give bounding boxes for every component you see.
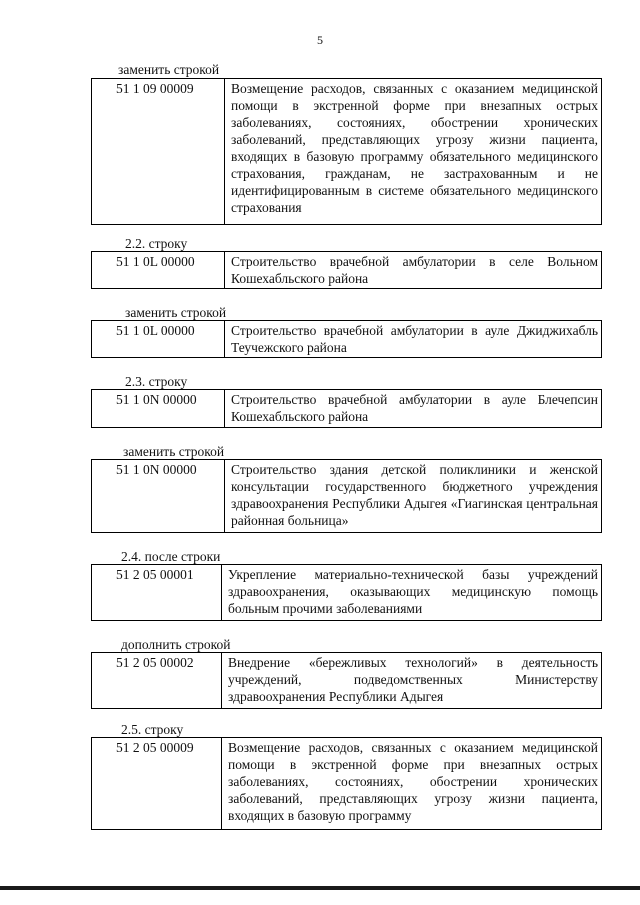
table-row — [91, 652, 602, 709]
budget-code: 51 1 09 00009 — [92, 79, 225, 224]
page-number: 5 — [317, 33, 323, 47]
table-row — [91, 251, 602, 289]
row-description: Строительство здания детской поликлиники и женской консультации государственного бюджетного учреждения здравоохранения Республики Адыгея «Гиагинская центральная районная больница» — [231, 462, 598, 528]
row-description: Возмещение расходов, связанных с оказанием медицинской помощи в экстренной форме при внезапных острых заболеваниях, состояниях, обострении хронических заболеваний, представляющих угрозу жизни пациента, входящих в базовую программу обязательного медицинского страхования, гражданам, не застрахованным и не идентифицированным в системе обязательного медицинского страхования — [231, 81, 598, 215]
scan-edge-divider — [0, 886, 640, 890]
budget-code: 51 2 05 00002 — [92, 653, 222, 708]
instruction-label: заменить строкой — [118, 62, 220, 77]
table-row — [91, 459, 602, 533]
table-row — [91, 737, 602, 830]
row-description: Укрепление материально-технической базы учреждений здравоохранения, оказывающих медицинскую помощь больным прочими заболеваниями — [228, 567, 598, 616]
budget-code: 51 2 05 00009 — [92, 738, 222, 829]
row-description: Возмещение расходов, связанных с оказанием медицинской помощи в экстренной форме при внезапных острых заболеваниях, состояниях, обострении хронических заболеваний, представляющих угрозу жизни пациента, входящих в базовую программу — [228, 740, 598, 823]
row-description: Строительство врачебной амбулатории в ауле Блечепсин Кошехабльского района — [231, 392, 598, 424]
row-description: Строительство врачебной амбулатории в ауле Джиджихабль Теучежского района — [231, 323, 598, 355]
instruction-label: заменить строкой — [125, 305, 227, 320]
instruction-label: 2.2. строку — [125, 236, 188, 251]
budget-code: 51 1 0N 00000 — [92, 390, 225, 427]
budget-code: 51 1 0L 00000 — [92, 252, 225, 288]
instruction-label: заменить строкой — [123, 444, 225, 459]
table-row — [91, 320, 602, 358]
table-row — [91, 564, 602, 621]
budget-code: 51 1 0N 00000 — [92, 460, 225, 532]
instruction-label: дополнить строкой — [121, 637, 231, 652]
row-description: Строительство врачебной амбулатории в селе Вольном Кошехабльского района — [231, 254, 598, 286]
table-row — [91, 389, 602, 428]
row-description: Внедрение «бережливых технологий» в деятельность учреждений, подведомственных Министерству здравоохранения Республики Адыгея — [228, 655, 598, 704]
table-row — [91, 78, 602, 225]
instruction-label: 2.4. после строки — [121, 549, 221, 564]
budget-code: 51 2 05 00001 — [92, 565, 222, 620]
budget-code: 51 1 0L 00000 — [92, 321, 225, 357]
instruction-label: 2.5. строку — [121, 722, 184, 737]
instruction-label: 2.3. строку — [125, 374, 188, 389]
